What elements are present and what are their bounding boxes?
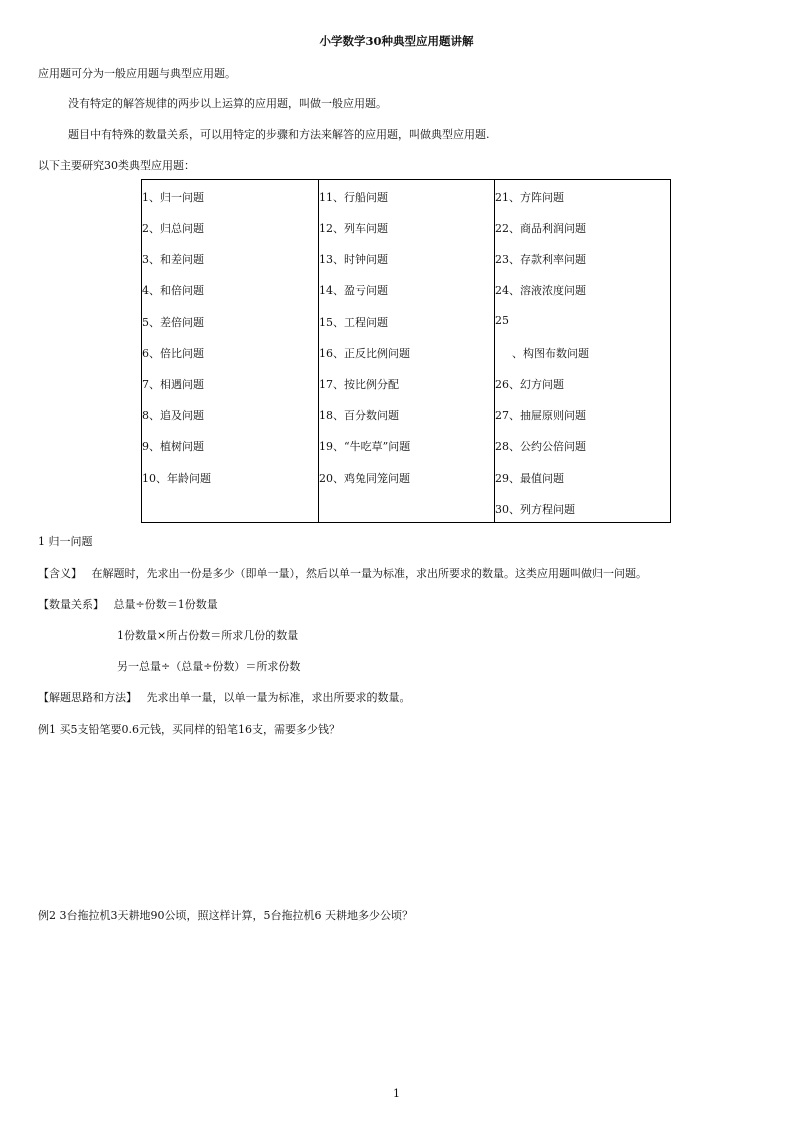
table-cell: 4、和倍问题	[142, 284, 204, 297]
table-cell: 15、工程问题	[319, 316, 388, 329]
table-cell: 29、最值问题	[495, 472, 564, 485]
table-cell: 17、按比例分配	[319, 378, 399, 391]
table-cell: 12、列车问题	[319, 222, 388, 235]
relation-formula-3: 另一总量÷（总量÷份数）＝所求份数	[117, 660, 301, 673]
table-cell: 16、正反比例问题	[319, 347, 410, 360]
table-cell: 25	[495, 314, 509, 327]
intro-line-4: 以下主要研究30类典型应用题：	[38, 159, 195, 172]
example-1: 例1 买5支铅笔要0.6元钱，买同样的铅笔16支，需要多少钱？	[38, 723, 340, 736]
table-cell: 2、归总问题	[142, 222, 204, 235]
example-2: 例2 3台拖拉机3天耕地90公顷，照这样计算，5台拖拉机6 天耕地多少公顷？	[38, 909, 413, 922]
table-cell: 3、和差问题	[142, 253, 204, 266]
table-cell: 24、溶液浓度问题	[495, 284, 586, 297]
table-cell: 30、列方程问题	[495, 503, 575, 516]
page-title: 小学数学30种典型应用题讲解	[319, 34, 474, 48]
relation-formula-2: 1份数量×所占份数＝所求几份的数量	[117, 629, 299, 642]
intro-line-3: 题目中有特殊的数量关系，可以用特定的步骤和方法来解答的应用题，叫做典型应用题.	[68, 128, 490, 141]
table-cell: 21、方阵问题	[495, 191, 564, 204]
table-cell: 5、差倍问题	[142, 316, 204, 329]
problem-types-table	[141, 179, 671, 523]
table-cell: 1、归一问题	[142, 191, 204, 204]
intro-line-1: 应用题可分为一般应用题与典型应用题。	[38, 67, 236, 80]
table-cell: 22、商品利润问题	[495, 222, 586, 235]
table-cell: 13、时钟问题	[319, 253, 388, 266]
table-cell: 、构图布数问题	[512, 347, 589, 360]
table-cell: 26、幻方问题	[495, 378, 564, 391]
intro-line-2: 没有特定的解答规律的两步以上运算的应用题，叫做一般应用题。	[68, 97, 387, 110]
table-cell: 9、植树问题	[142, 440, 204, 453]
table-cell: 11、行船问题	[319, 191, 388, 204]
meaning-line	[38, 565, 647, 581]
table-cell: 18、百分数问题	[319, 409, 399, 422]
table-cell: 10、年龄问题	[142, 472, 211, 485]
table-cell: 8、追及问题	[142, 409, 204, 422]
table-cell: 6、倍比问题	[142, 347, 204, 360]
table-cell: 20、鸡兔同笼问题	[319, 472, 410, 485]
table-cell: 27、抽屉原则问题	[495, 409, 586, 422]
table-cell: 14、盈亏问题	[319, 284, 388, 297]
relation-formula-1: 总量÷份数＝1份数量	[113, 598, 218, 611]
method-text: 先求出单一量，以单一量为标准，求出所要求的数量。	[146, 691, 411, 704]
table-cell: 19、“牛吃草”问题	[319, 440, 411, 453]
method-line	[38, 689, 411, 705]
table-cell: 7、相遇问题	[142, 378, 204, 391]
table-cell: 28、公约公倍问题	[495, 440, 586, 453]
meaning-label: 【含义】	[38, 567, 82, 580]
relation-line	[38, 596, 218, 612]
section-heading: 1 归一问题	[38, 535, 93, 548]
table-cell: 23、存款利率问题	[495, 253, 586, 266]
meaning-text: 在解题时，先求出一份是多少（即单一量），然后以单一量为标准，求出所要求的数量。这类应用题叫做归一问题。	[91, 567, 647, 580]
page-number: 1	[393, 1087, 400, 1100]
method-label: 【解题思路和方法】	[38, 691, 137, 704]
relation-label: 【数量关系】	[38, 598, 104, 611]
